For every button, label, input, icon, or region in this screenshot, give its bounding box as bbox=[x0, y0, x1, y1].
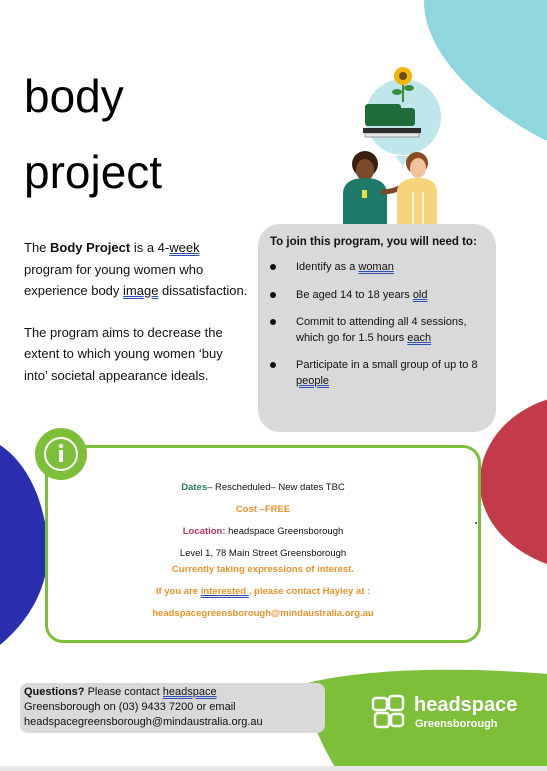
bullet-icon bbox=[270, 292, 276, 298]
intro-end: dissatisfaction. bbox=[158, 283, 248, 298]
headspace-link[interactable]: headspace bbox=[162, 686, 217, 698]
expressions-line: Currently taking expressions of interest. bbox=[171, 564, 355, 575]
title-line-2: project bbox=[24, 146, 163, 198]
requirement-item bbox=[268, 260, 493, 276]
page-bottom-edge bbox=[0, 766, 547, 771]
intro-rest: program for young women who experience body bbox=[24, 261, 204, 298]
requirements-list bbox=[268, 260, 493, 401]
requirement-item bbox=[268, 358, 493, 389]
bullet-icon bbox=[270, 319, 276, 325]
headspace-logo-icon bbox=[370, 693, 410, 733]
requirement-underlined: people bbox=[296, 374, 330, 387]
requirement-underlined: woman bbox=[358, 261, 394, 273]
bullet-icon bbox=[270, 362, 276, 368]
intro-week: week bbox=[169, 240, 200, 255]
questions-text-1: Please contact bbox=[84, 686, 163, 698]
bullet-icon bbox=[270, 264, 276, 270]
address-line: Level 1, 78 Main Street Greensborough bbox=[179, 548, 347, 559]
contact-prefix: If you are bbox=[155, 586, 201, 597]
questions-text bbox=[24, 685, 324, 730]
location-line bbox=[45, 524, 481, 546]
intro-paragraph-2: The program aims to decrease the extent to which young women ‘buy into’ societal appearance ideals. bbox=[24, 324, 223, 383]
info-icon bbox=[35, 428, 87, 480]
intro-mid: is a 4- bbox=[130, 240, 170, 255]
requirement-underlined: old bbox=[412, 288, 428, 301]
requirement-underlined: each bbox=[407, 331, 432, 344]
location-value: headspace Greensborough bbox=[225, 526, 344, 537]
questions-label: Questions? bbox=[24, 686, 85, 698]
dates-value: – Rescheduled– New dates TBC bbox=[207, 482, 345, 493]
people-illustration bbox=[325, 62, 450, 227]
intro-image: image bbox=[123, 283, 159, 298]
stray-dot bbox=[475, 522, 477, 524]
contact-email-link[interactable]: headspacegreensborough@mindaustralia.org.au bbox=[152, 608, 374, 619]
dates-label: Dates bbox=[181, 482, 208, 493]
info-details bbox=[45, 480, 481, 628]
contact-interested: interested bbox=[200, 586, 249, 597]
questions-email[interactable]: headspacegreensborough@mindaustralia.org.au bbox=[24, 716, 263, 728]
intro-prefix: The bbox=[24, 240, 51, 255]
dates-line bbox=[45, 480, 481, 502]
logo-subtitle: Greensborough bbox=[415, 718, 498, 730]
location-label: Location: bbox=[182, 526, 226, 537]
title-line-1: body bbox=[24, 70, 124, 122]
logo-name: headspace bbox=[414, 694, 518, 716]
requirement-item bbox=[268, 288, 493, 304]
requirement-text: Be aged 14 to 18 years bbox=[296, 288, 413, 301]
contact-line bbox=[45, 584, 481, 606]
requirement-text: Identify as a bbox=[296, 261, 359, 273]
join-requirements-box bbox=[258, 224, 496, 432]
join-heading: To join this program, you will need to: bbox=[270, 236, 477, 248]
contact-rest: , please contact Hayley at : bbox=[248, 586, 371, 597]
questions-text-2: Greensborough on (03) 9433 7200 or email bbox=[24, 701, 236, 713]
questions-box bbox=[20, 683, 325, 733]
cost-line: Cost –FREE bbox=[235, 504, 291, 515]
requirement-text: Commit to attending all 4 sessions, which go for 1.5 hours bbox=[296, 316, 467, 344]
requirement-item bbox=[268, 315, 493, 346]
intro-paragraph-1 bbox=[24, 237, 249, 302]
requirement-text: Participate in a small group of up to 8 bbox=[296, 359, 478, 371]
page-title bbox=[24, 58, 162, 210]
intro-text bbox=[24, 237, 249, 406]
program-name: Body Project bbox=[50, 240, 131, 255]
